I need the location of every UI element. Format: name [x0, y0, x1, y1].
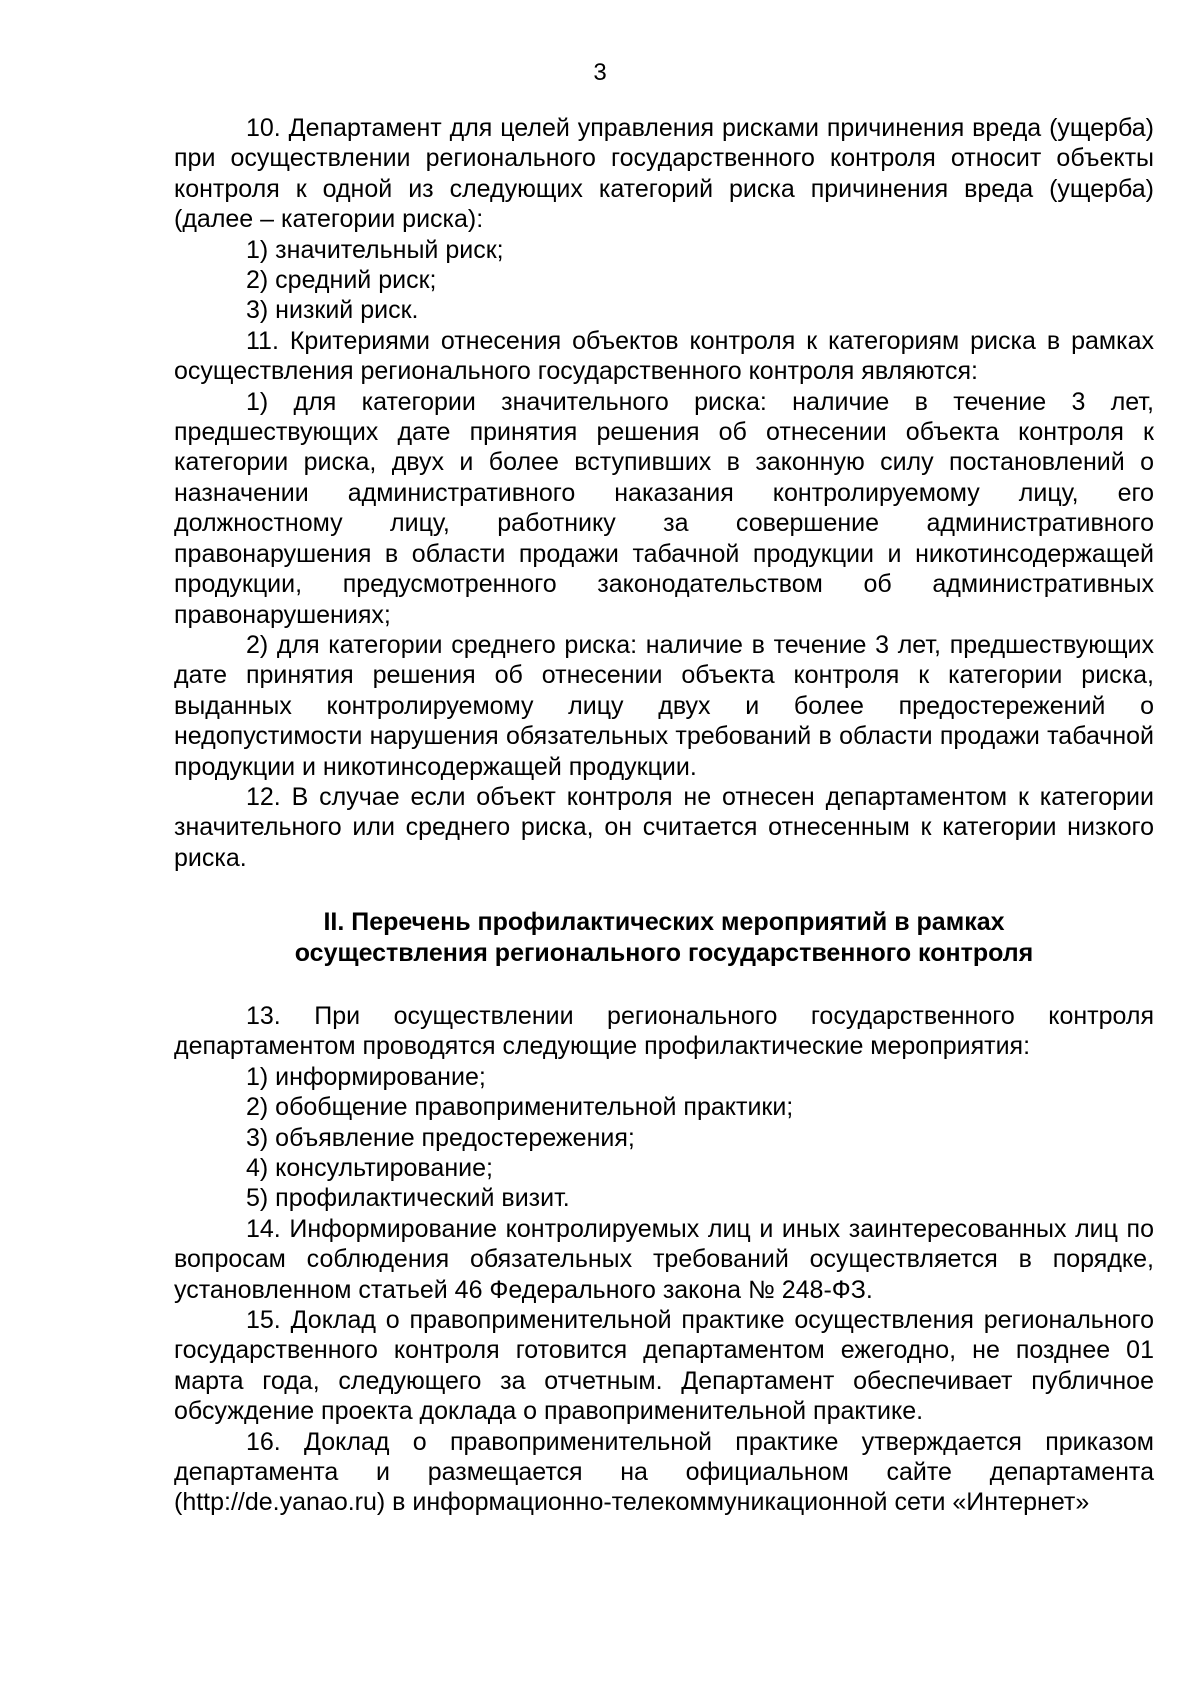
- paragraph-12: 12. В случае если объект контроля не отнесен департаментом к категории значительного или среднего риска, он считается отнесенным к категории низкого риска.: [174, 782, 1154, 872]
- section-heading-line-2: осуществления регионального государственного контроля: [294, 938, 1034, 967]
- risk-category-item-2: 2) средний риск;: [246, 266, 437, 295]
- paragraph-10: 10. Департамент для целей управления рисками причинения вреда (ущерба) при осуществлении регионального государственного контроля относит объекты контроля к одной из следующих категорий риска причинения вреда (ущерба) (далее – категории риска):: [174, 114, 1154, 234]
- measure-item-2: 2) обобщение правоприменительной практики;: [246, 1093, 794, 1122]
- paragraph-16: 16. Доклад о правоприменительной практике утверждается приказом департамента и размещается на официальном сайте департамента (http://de.yanao.ru) в информационно-телекоммуникационной сети «Интернет»: [174, 1427, 1154, 1517]
- section-heading: [174, 907, 1154, 968]
- document-body: [174, 113, 1154, 1518]
- paragraph-13: 13. При осуществлении регионального государственного контроля департаментом проводятся следующие профилактические мероприятия:: [174, 1001, 1154, 1061]
- measure-item-4: 4) консультирование;: [246, 1154, 493, 1182]
- measure-item-3: 3) объявление предостережения;: [246, 1123, 635, 1152]
- criteria-item-2: 2) для категории среднего риска: наличие в течение 3 лет, предшествующих дате принятия решения об отнесении объекта контроля к категории риска, выданных контролируемому лицу двух и более предостережений о недопустимости нарушения обязательных требований в области продажи табачной продукции и никотинсодержащей продукции.: [174, 630, 1154, 781]
- page-number: 3: [593, 59, 607, 86]
- criteria-item-1: 1) для категории значительного риска: наличие в течение 3 лет, предшествующих дате принятия решения об отнесении объекта контроля к категории риска, двух и более вступивших в законную силу постановлений о назначении административного наказания контролируемому лицу, его должностному лицу, работнику за совершение административного правонарушения в области продажи табачной продукции и никотинсодержащей продукции, предусмотренного законодательством об административных правонарушениях;: [174, 387, 1154, 629]
- section-heading-line-1: II. Перечень профилактических мероприятий в рамках: [323, 908, 1005, 937]
- paragraph-14: 14. Информирование контролируемых лиц и иных заинтересованных лиц по вопросам соблюдения обязательных требований осуществляется в порядке, установленном статьей 46 Федерального закона № 248-ФЗ.: [174, 1214, 1154, 1304]
- paragraph-15: 15. Доклад о правоприменительной практике осуществления регионального государственного контроля готовится департаментом ежегодно, не позднее 01 марта года, следующего за отчетным. Департамент обеспечивает публичное обсуждение проекта доклада о правоприменительной практике.: [174, 1306, 1154, 1426]
- risk-category-item-3: 3) низкий риск.: [246, 296, 419, 325]
- risk-category-item-1: 1) значительный риск;: [246, 235, 504, 264]
- paragraph-11: 11. Критериями отнесения объектов контроля к категориям риска в рамках осуществления регионального государственного контроля являются:: [174, 326, 1154, 386]
- measure-item-5: 5) профилактический визит.: [246, 1184, 570, 1213]
- measure-item-1: 1) информирование;: [246, 1062, 486, 1091]
